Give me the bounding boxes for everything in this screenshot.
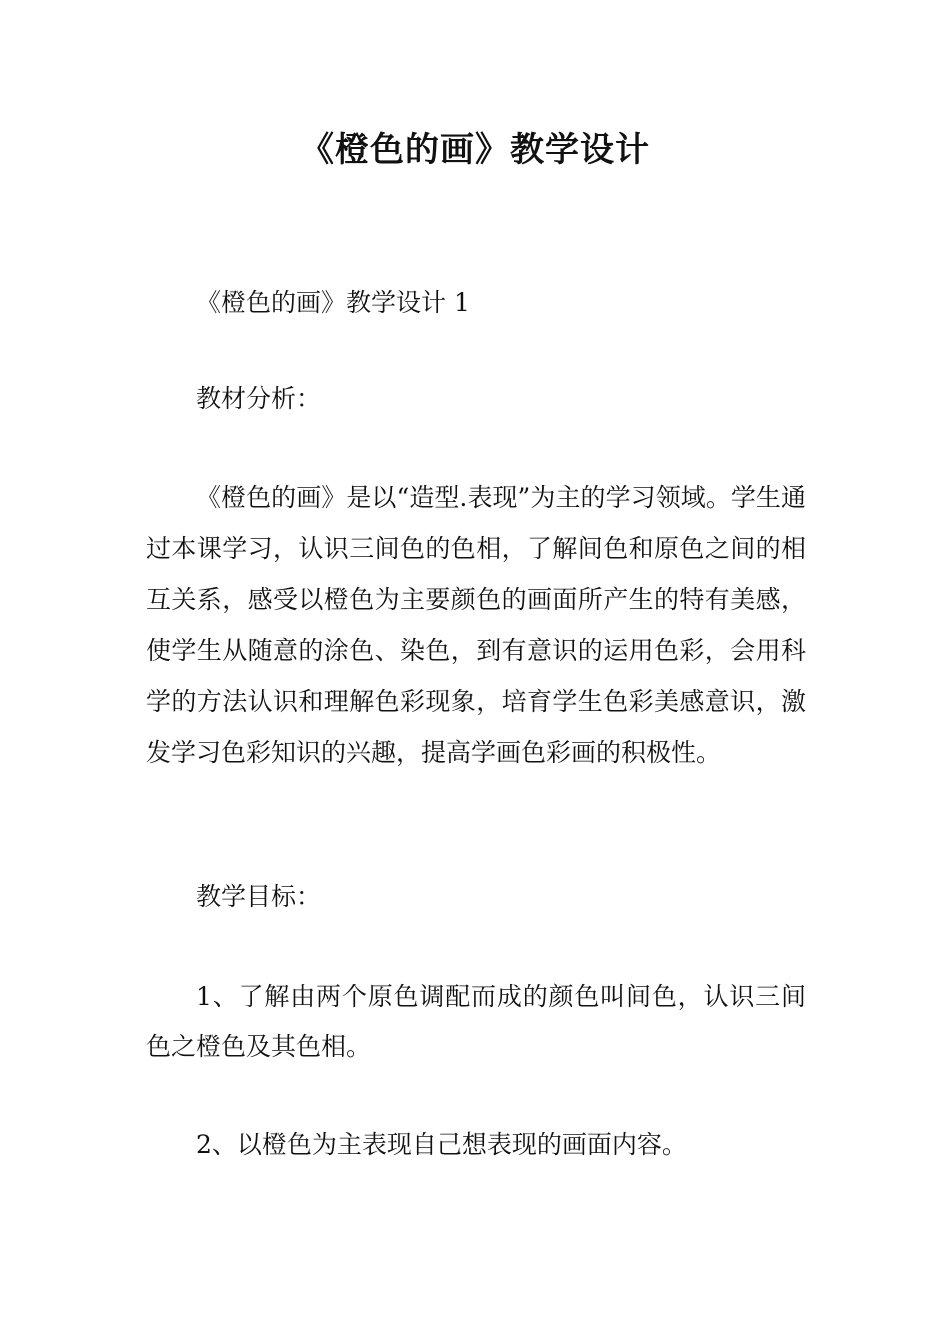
document-title: 《橙色的画》教学设计 bbox=[300, 130, 650, 170]
teaching-goal-item-1: 1、了解由两个原色调配而成的颜色叫间色，认识三间色之橙色及其色相。 bbox=[146, 982, 806, 1061]
material-analysis-paragraph: 《橙色的画》是以“造型.表现”为主的学习领域。学生通过本课学习，认识三间色的色相，了解间色和原色之间的相互关系，感受以橙色为主要颜色的画面所产生的特有美感，使学生从随意的涂色、染色，到有意识的运用色彩，会用科学的方法认识和理解色彩现象，培育学生色彩美感意识，激发学习色彩知识的兴趣，提高学画色彩画的积极性。 bbox=[146, 483, 806, 767]
teaching-goal-item-2: 2、以橙色为主表现自己想表现的画面内容。 bbox=[196, 1130, 687, 1159]
document-subtitle: 《橙色的画》教学设计 1 bbox=[196, 288, 470, 317]
section-heading-material-analysis: 教材分析： bbox=[196, 384, 322, 413]
section-heading-teaching-goals: 教学目标： bbox=[196, 882, 322, 911]
